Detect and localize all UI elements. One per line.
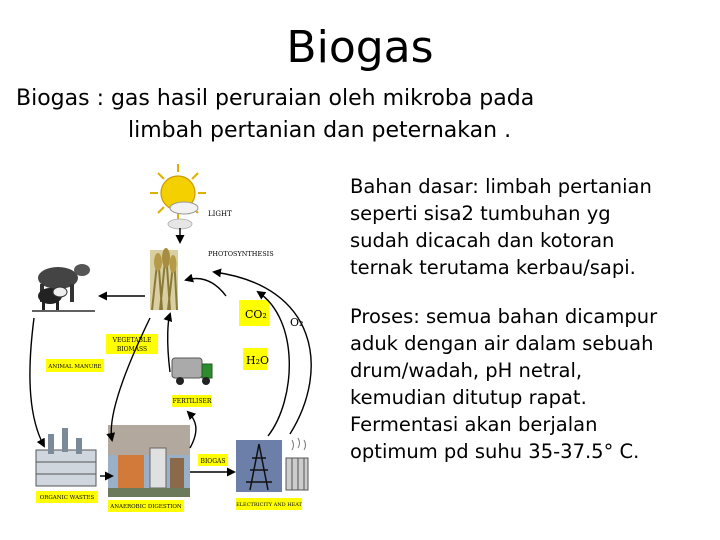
paragraph-line: Fermentasi akan berjalan (350, 413, 598, 436)
organic-wastes-label: ORGANIC WASTES (39, 495, 95, 501)
power-pylon-icon (236, 440, 282, 492)
electricity-heat-label: ELECTRICITY AND HEAT (236, 502, 302, 508)
paragraph-line: ternak terutama kerbau/sapi. (350, 256, 636, 279)
light-label: LIGHT (208, 210, 232, 218)
arrow-co2-to-crops (186, 279, 226, 296)
page-title: Biogas (286, 22, 434, 73)
paragraph-line: sudah dicacah dan kotoran (350, 229, 615, 252)
paragraph-line: kemudian ditutup rapat. (350, 386, 587, 409)
animal-manure-label: ANIMAL MANURE (48, 364, 102, 370)
definition-line-2: limbah pertanian dan peternakan . (128, 118, 512, 143)
truck-icon (172, 358, 212, 385)
paragraph-line: aduk dengan air dalam sebuah (350, 332, 654, 355)
vegetable-biomass-label-2: BIOMASS (116, 346, 148, 353)
paragraph-line: drum/wadah, pH netral, (350, 359, 583, 382)
biogas-label: BIOGAS (200, 458, 226, 465)
arrow-cattle-to-wastes (30, 318, 44, 446)
radiator-icon (286, 438, 308, 490)
cattle-icon (32, 264, 95, 311)
paragraph-line: seperti sisa2 tumbuhan yg (350, 202, 611, 225)
arrow-fertiliser-to-crops (168, 314, 170, 372)
crops-icon (150, 248, 178, 310)
definition-line-1: Biogas : gas hasil peruraian oleh mikroba pada (16, 86, 535, 111)
sun-icon (150, 164, 206, 222)
anaerobic-digestion-label: ANAEROBIC DIGESTION (110, 504, 182, 510)
digester-plant-icon (108, 425, 190, 497)
vegetable-biomass-label-1: VEGETABLE (112, 337, 152, 344)
cloud-icon (168, 219, 192, 229)
paragraph-line: optimum pd suhu 35-37.5° C. (350, 440, 640, 463)
co2-label: CO₂ (245, 308, 267, 321)
paragraph-line: Proses: semua bahan dicampur (350, 305, 658, 328)
fertiliser-label: FERTILISER (172, 398, 212, 405)
h2o-label: H₂O (246, 354, 270, 367)
paragraph-line: Bahan dasar: limbah pertanian (350, 175, 652, 198)
factory-icon (36, 428, 96, 486)
o2-label: O₂ (290, 316, 304, 329)
photosynthesis-label: PHOTOSYNTHESIS (208, 250, 274, 258)
